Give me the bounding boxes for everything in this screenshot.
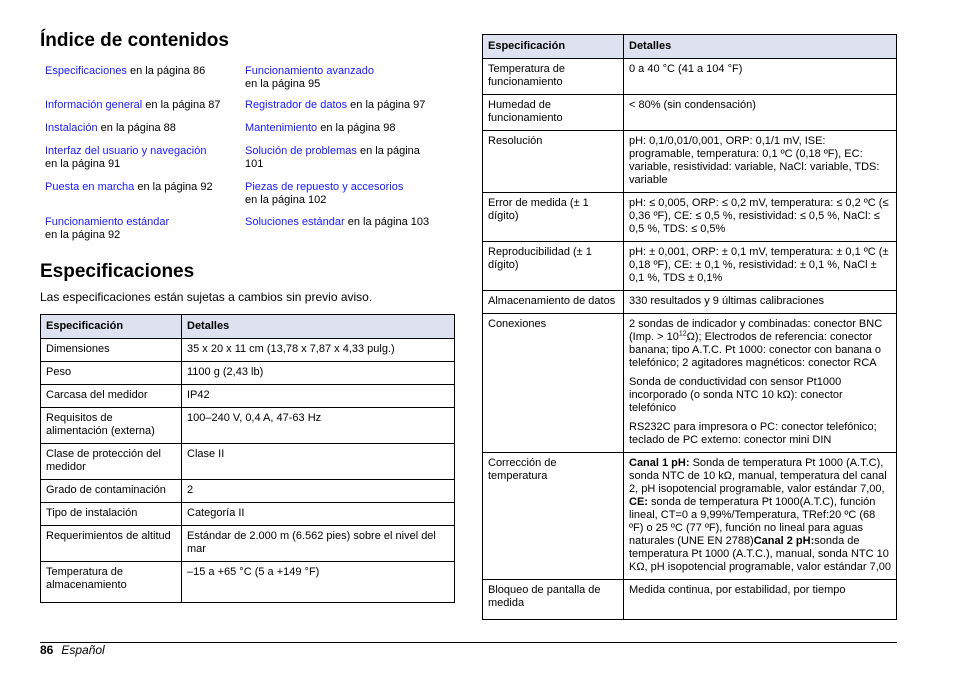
table-row — [41, 480, 455, 503]
spec-cell: Temperatura de almacenamiento — [41, 562, 182, 603]
spec-cell: Tipo de instalación — [41, 503, 182, 526]
toc-item: Funcionamiento estándar en la página 92 — [45, 216, 170, 241]
details-cell: Canal 1 pH: Sonda de temperatura Pt 1000 (A.T.C), sonda NTC de 10 kΩ, manual, temperatura del canal 2, pH isopotencial programable, valor estándar 7,00, CE: sonda de temperatura Pt 1000(A.T.C), función lineal, CT=0 a 9,99%/Temperatura, TRef:20 ºC (68 ºF) o 25 ºC (77 ºF), función no lineal para aguas naturales (UNE EN 2788)Canal 2 pH:sonda de temperatura Pt 1000 (A.T.C.), manual, sonda NTC 10 KΩ, pH isopotencial programable, valor estándar 7,00 — [624, 453, 897, 580]
column-header-details: Detalles — [182, 315, 455, 339]
table-row — [483, 291, 897, 314]
spec-cell: Requisitos de alimentación (externa) — [41, 408, 182, 444]
table-row — [483, 314, 897, 453]
spec-table-left — [40, 314, 455, 603]
table-row — [41, 408, 455, 444]
table-header-row — [41, 315, 455, 339]
footer-language: Español — [61, 643, 105, 657]
page-number: 86 — [40, 643, 54, 657]
spec-cell: Dimensiones — [41, 339, 182, 362]
table-row — [483, 131, 897, 193]
toc-item: Funcionamiento avanzado en la página 95 — [245, 65, 375, 90]
details-cell: Categoría II — [182, 503, 455, 526]
details-cell: Medida continua, por estabilidad, por tiempo — [624, 580, 897, 620]
toc-link[interactable]: Soluciones estándar — [245, 216, 345, 228]
spec-cell: Bloqueo de pantalla de medida — [483, 580, 624, 620]
spec-cell: Requerimientos de altitud — [41, 526, 182, 562]
table-row — [41, 562, 455, 603]
right-column — [482, 34, 897, 620]
spec-cell: Carcasa del medidor — [41, 385, 182, 408]
column-header-spec: Especificación — [41, 315, 182, 339]
table-row — [483, 453, 897, 580]
spec-cell: Reproducibilidad (± 1 dígito) — [483, 242, 624, 291]
toc-item: Solución de problemas en la página 101 — [245, 145, 420, 170]
toc-item: Especificaciones en la página 86 — [45, 65, 206, 77]
toc-title: Índice de contenidos — [40, 30, 229, 51]
toc-link[interactable]: Interfaz del usuario y navegación — [45, 145, 207, 157]
table-row — [483, 59, 897, 95]
table-header-row — [483, 35, 897, 59]
spec-cell: Humedad de funcionamiento — [483, 95, 624, 131]
table-row — [41, 362, 455, 385]
spec-cell: Temperatura de funcionamiento — [483, 59, 624, 95]
toc-item: Instalación en la página 88 — [45, 122, 176, 134]
spec-cell: Corrección de temperatura — [483, 453, 624, 580]
details-cell: < 80% (sin condensación) — [624, 95, 897, 131]
table-row — [41, 526, 455, 562]
details-cell: Estándar de 2.000 m (6.562 pies) sobre el nivel del mar — [182, 526, 455, 562]
toc-link[interactable]: Instalación — [45, 122, 98, 134]
spec-note: Las especificaciones están sujetas a cambios sin previo aviso. — [40, 290, 373, 304]
section-title: Especificaciones — [40, 261, 195, 282]
toc-item: Mantenimiento en la página 98 — [245, 122, 396, 134]
details-cell: –15 a +65 °C (5 a +149 °F) — [182, 562, 455, 603]
table-row — [483, 580, 897, 620]
column-header-details: Detalles — [624, 35, 897, 59]
table-row — [41, 385, 455, 408]
toc-link[interactable]: Registrador de datos — [245, 99, 348, 111]
spec-cell: Conexiones — [483, 314, 624, 453]
column-header-spec: Especificación — [483, 35, 624, 59]
table-row — [483, 193, 897, 242]
toc-item: Registrador de datos en la página 97 — [245, 99, 426, 111]
details-cell: 330 resultados y 9 últimas calibraciones — [624, 291, 897, 314]
details-cell: 100–240 V, 0,4 A, 47-63 Hz — [182, 408, 455, 444]
details-cell: 35 x 20 x 11 cm (13,78 x 7,87 x 4,33 pulg.) — [182, 339, 455, 362]
toc-link[interactable]: Puesta en marcha — [45, 181, 135, 193]
spec-cell: Error de medida (± 1 dígito) — [483, 193, 624, 242]
toc-link[interactable]: Especificaciones — [45, 65, 127, 77]
toc-item: Piezas de repuesto y accesorios en la página 102 — [245, 181, 404, 206]
details-cell: pH: 0,1/0,01/0,001, ORP: 0,1/1 mV, ISE: programable, temperatura: 0,1 ºC (0,18 ºF), EC: variable, resistividad: variable, NaCl: variable, TDS: variable — [624, 131, 897, 193]
toc-link[interactable]: Mantenimiento — [245, 122, 318, 134]
spec-cell: Resolución — [483, 131, 624, 193]
toc-item: Información general en la página 87 — [45, 99, 221, 111]
toc-item: Puesta en marcha en la página 92 — [45, 181, 213, 193]
details-cell — [624, 314, 897, 453]
table-row — [41, 503, 455, 526]
spec-cell: Grado de contaminación — [41, 480, 182, 503]
toc-link[interactable]: Piezas de repuesto y accesorios — [245, 181, 404, 193]
spec-cell: Peso — [41, 362, 182, 385]
toc-link[interactable]: Funcionamiento avanzado — [245, 65, 375, 77]
details-cell: 1100 g (2,43 lb) — [182, 362, 455, 385]
details-cell: pH: ± 0,001, ORP: ± 0,1 mV, temperatura: ± 0,1 ºC (± 0,18 ºF), CE: ± 0,1 %, resistividad: ± 0,1 %, NaCl ± 0,1 %, TDS ± 0,1% — [624, 242, 897, 291]
details-cell: 2 — [182, 480, 455, 503]
toc-item: Soluciones estándar en la página 103 — [245, 216, 430, 228]
details-cell: IP42 — [182, 385, 455, 408]
details-cell: Clase II — [182, 444, 455, 480]
toc-link[interactable]: Información general — [45, 99, 143, 111]
table-row — [41, 339, 455, 362]
spec-cell: Clase de protección del medidor — [41, 444, 182, 480]
toc-item: Interfaz del usuario y navegación en la página 91 — [45, 145, 207, 170]
page-footer — [40, 643, 105, 657]
footer-divider — [40, 642, 897, 643]
toc-link[interactable]: Funcionamiento estándar — [45, 216, 170, 228]
spec-cell: Almacenamiento de datos — [483, 291, 624, 314]
details-cell: 0 a 40 °C (41 a 104 °F) — [624, 59, 897, 95]
table-row — [483, 242, 897, 291]
connections-paragraph: Sonda de conductividad con sensor Pt1000 incorporado (o sonda NTC 10 kΩ): conector telefónico — [629, 376, 843, 414]
spec-table-right — [482, 34, 897, 620]
connections-paragraph: RS232C para impresora o PC: conector telefónico; teclado de PC externo: conector mini DIN — [629, 421, 877, 446]
table-row — [483, 95, 897, 131]
connections-paragraph: 2 sondas de indicador y combinadas: conector BNC (Imp. > $10^{12}\Omega$); Electrodos de referencia: conector banana; tipo A.T.C. Pt 1000: conector con banana o telefónico; 2 agitadores magnéticos: conector RCA — [629, 318, 883, 369]
details-cell: pH: ≤ 0,005, ORP: ≤ 0,2 mV, temperatura: ≤ 0,2 ºC (≤ 0,36 ºF), CE: ≤ 0,5 %, resistividad: ≤ 0,5 %, NaCl: ≤ 0,5 %, TDS: ≤ 0,5% — [624, 193, 897, 242]
toc-link[interactable]: Solución de problemas — [245, 145, 357, 157]
table-row — [41, 444, 455, 480]
